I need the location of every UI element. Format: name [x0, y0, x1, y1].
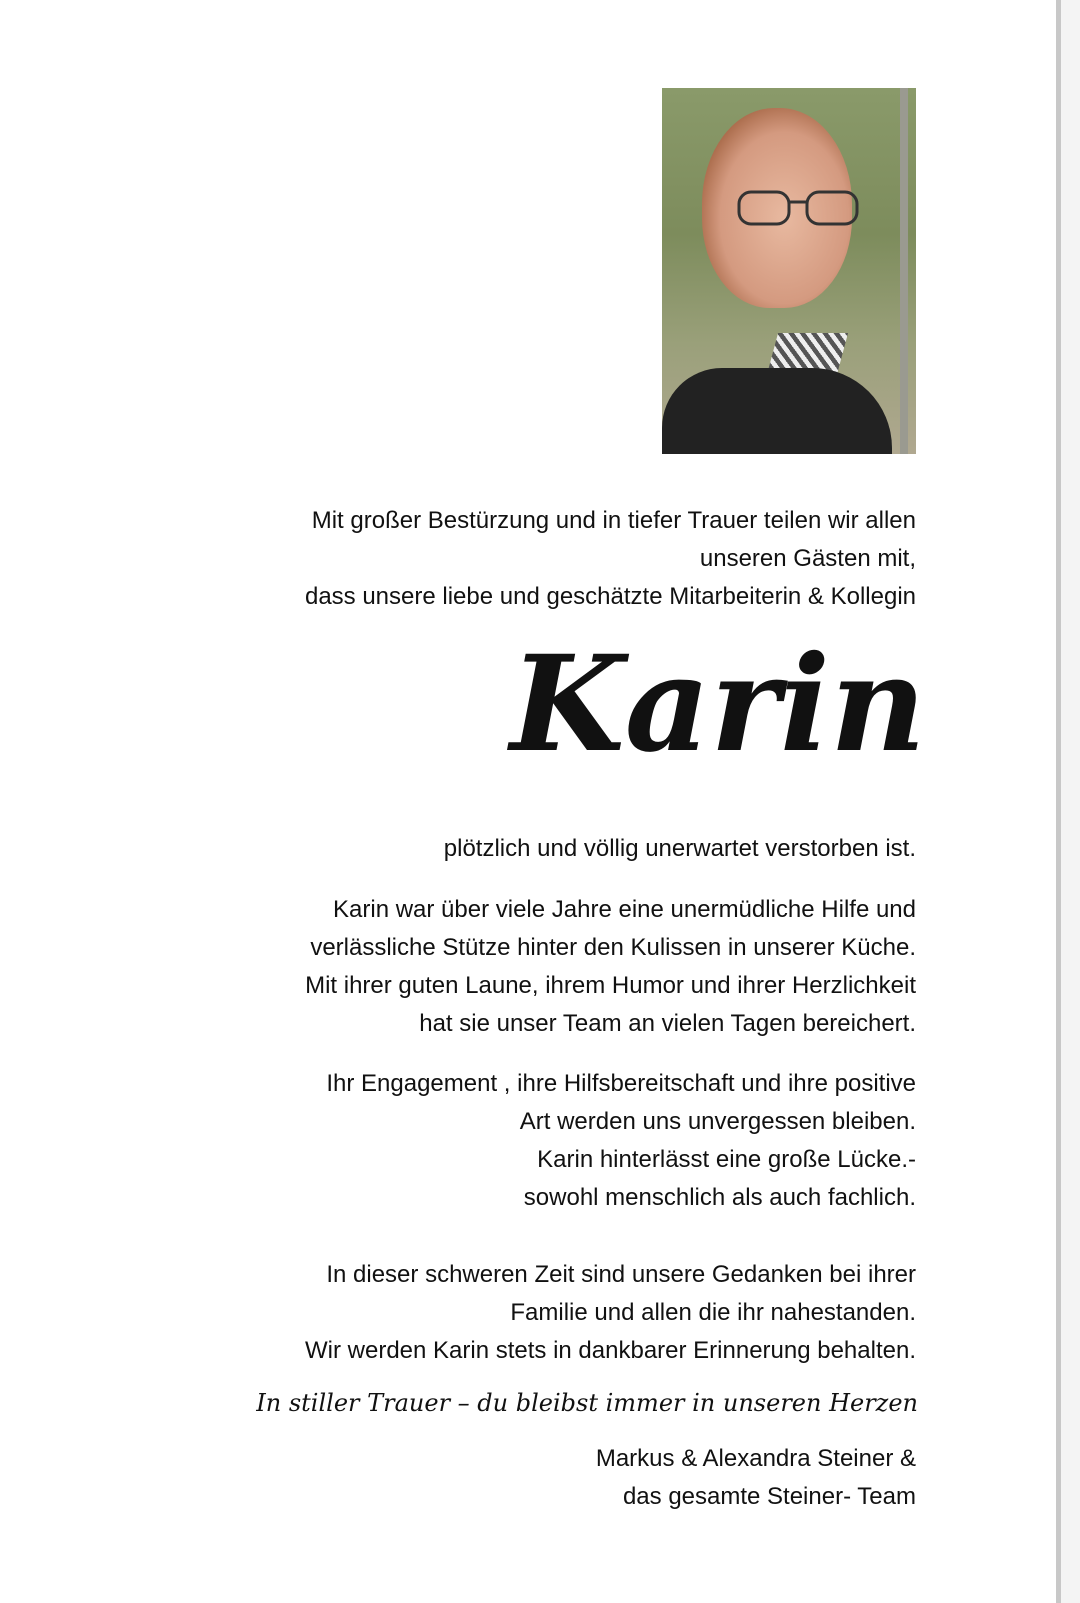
text-line: Ihr Engagement , ihre Hilfsbereitschaft und ihre positive — [326, 1070, 916, 1097]
intro-line: dass unsere liebe und geschätzte Mitarbeiterin & Kollegin — [304, 583, 916, 610]
scrollbar[interactable] — [1056, 0, 1061, 1603]
signature-line: das gesamte Steiner- Team — [622, 1483, 916, 1510]
portrait-photo — [662, 88, 916, 454]
text-line: sowohl menschlich als auch fachlich. — [523, 1184, 916, 1211]
glasses-icon — [737, 188, 867, 228]
shirt — [662, 368, 892, 454]
text-line: Karin hinterlässt eine große Lücke.- — [537, 1146, 916, 1173]
signature-line: Markus & Alexandra Steiner & — [595, 1445, 916, 1472]
signature — [596, 1440, 916, 1516]
text-line: verlässliche Stütze hinter den Kulissen in unserer Küche. — [310, 934, 916, 961]
text-line: Mit ihrer guten Laune, ihrem Humor und ihrer Herzlichkeit — [305, 972, 916, 999]
text-line: Karin war über viele Jahre eine unermüdliche Hilfe und — [333, 896, 916, 923]
text-line: hat sie unser Team an vielen Tagen bereichert. — [419, 1010, 916, 1037]
text-line: Art werden uns unvergessen bleiben. — [519, 1108, 916, 1135]
pole — [900, 88, 908, 454]
intro-text — [305, 502, 916, 616]
text-line: In dieser schweren Zeit sind unsere Gedanken bei ihrer — [326, 1261, 916, 1288]
paragraph-3 — [305, 1256, 916, 1370]
intro-line: unseren Gästen mit, — [699, 545, 916, 572]
paragraph-2 — [326, 1065, 916, 1217]
text-line: Wir werden Karin stets in dankbarer Erinnerung behalten. — [305, 1337, 916, 1364]
motto: In stiller Trauer – du bleibst immer in unseren Herzen — [256, 1389, 918, 1417]
paragraph-1 — [305, 891, 916, 1043]
deceased-name: Karin — [510, 627, 926, 782]
text-line: Familie und allen die ihr nahestanden. — [510, 1299, 916, 1326]
death-notice: plötzlich und völlig unerwartet verstorben ist. — [443, 835, 916, 862]
intro-line: Mit großer Bestürzung und in tiefer Trauer teilen wir allen — [311, 507, 916, 534]
